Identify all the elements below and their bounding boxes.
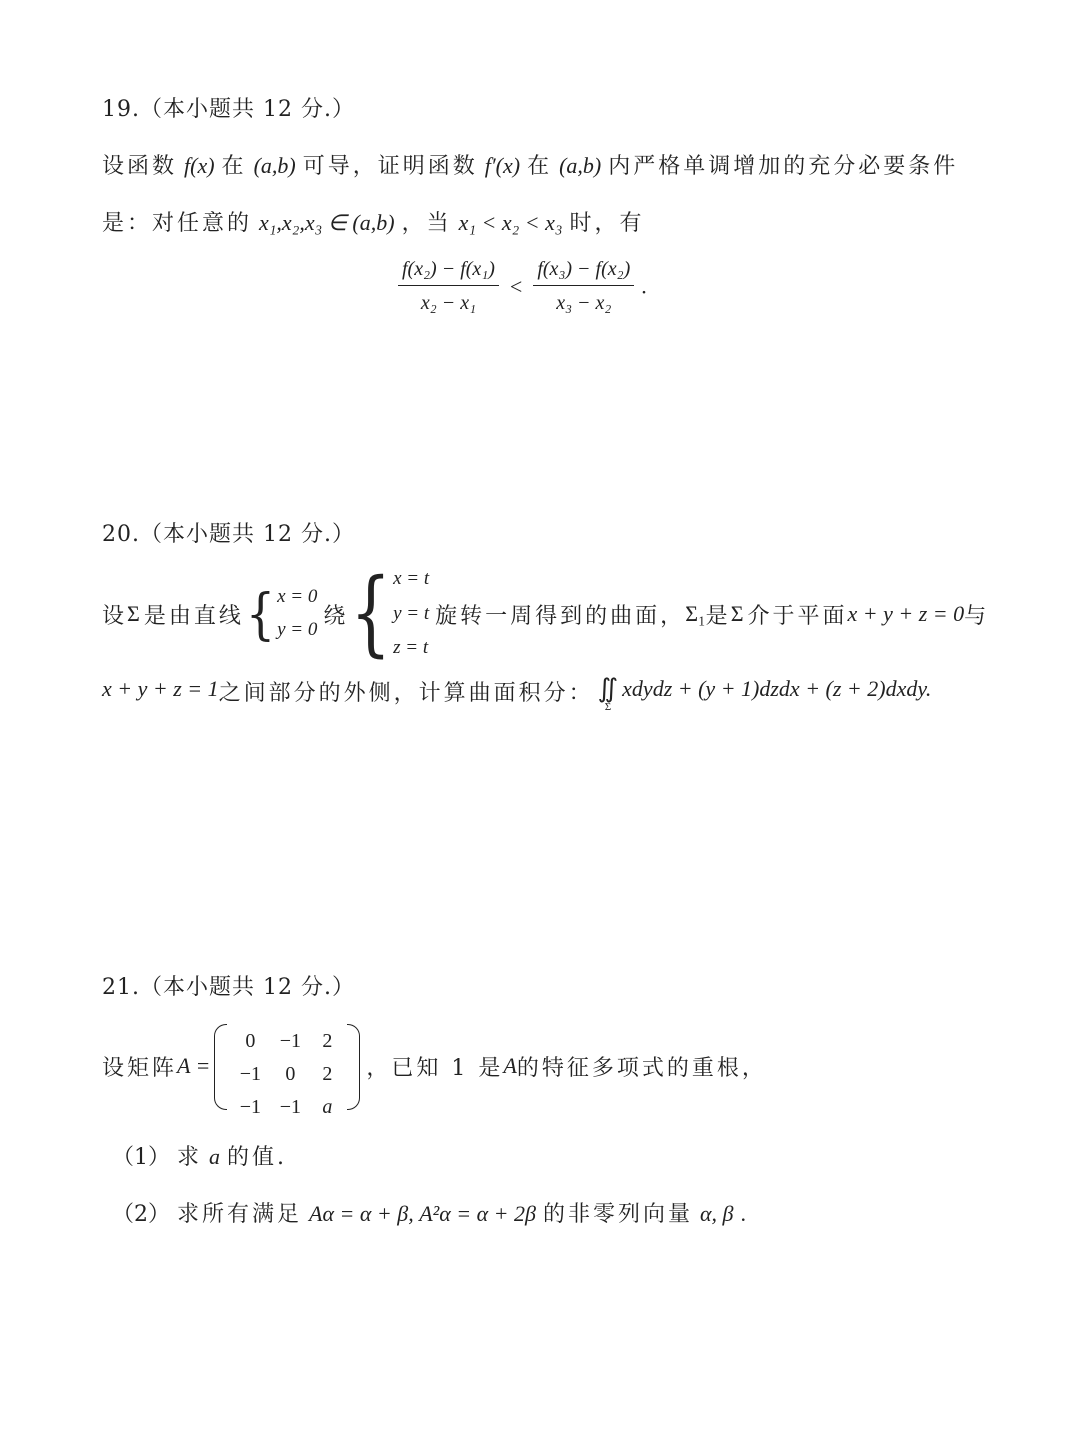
equation: y = t — [393, 602, 430, 624]
equation: x = t — [393, 567, 430, 589]
q19-text: 内严格单调增加的充分必要条件 — [608, 154, 959, 179]
equation: x = 0 — [277, 586, 318, 608]
line-system — [277, 586, 317, 642]
matrix-cell: −1 — [279, 1030, 302, 1052]
fraction-left-numerator: f(x₂) − f(x₁) — [398, 258, 499, 286]
matrix-cell: 2 — [322, 1063, 333, 1085]
q19-math: x₁,x₂,x₃ ∈ (a,b) — [259, 210, 395, 235]
matrix — [214, 1024, 360, 1118]
q21-line1 — [102, 1020, 767, 1118]
fraction-right-numerator: f(x₃) − f(x₂) — [533, 258, 634, 286]
sigma-symbol: Σ — [730, 601, 744, 626]
q20-line1 — [102, 560, 990, 668]
equation: y = 0 — [277, 619, 318, 640]
vector-equations: Aα = α + β, A²α = α + 2β — [309, 1201, 536, 1226]
q19-math: (a,b) — [253, 153, 296, 178]
matrix-cell: −1 — [279, 1096, 302, 1118]
q20-header: 20.（本小题共 12 分.） — [102, 522, 355, 547]
sigma-symbol: Σ — [127, 601, 140, 626]
q19-text: 是：对任意的 — [102, 211, 253, 236]
q19-header: 19.（本小题共 12 分.） — [102, 97, 355, 122]
matrix-cell: 2 — [322, 1030, 333, 1052]
q21-text: 的值. — [227, 1145, 288, 1170]
q20-text: 与 — [964, 603, 990, 629]
q21-text: 的非零列向量 — [542, 1202, 693, 1227]
variable-a: a — [209, 1144, 221, 1169]
fraction-right-denominator: x₃ − x₂ — [556, 292, 612, 314]
q21-text: 的特征多项式的重根， — [516, 1055, 767, 1081]
q20-text: 之间部分的外侧，计算曲面积分： — [218, 681, 594, 706]
fraction-left — [398, 258, 499, 315]
q20-text: 是 — [705, 603, 731, 629]
vector-names: α, β — [700, 1201, 734, 1226]
less-than-sign: < — [509, 273, 523, 299]
q20-line2 — [102, 676, 931, 713]
q19-math: x₁ < x₂ < x₃ — [458, 210, 563, 235]
part-label: （1） — [112, 1145, 170, 1170]
q19-text: 在 — [527, 154, 553, 179]
q19-text: 在 — [221, 154, 247, 179]
matrix-cell: −1 — [239, 1063, 262, 1085]
plane-equation: x + y + z = 1 — [102, 676, 219, 701]
q19-math: f(x) — [184, 153, 215, 178]
q19-inequality — [398, 258, 647, 315]
plane-equation: x + y + z = 0 — [847, 601, 965, 626]
fraction-left-denominator: x₂ − x₁ — [420, 292, 477, 314]
q20-text: 是由直线 — [143, 603, 244, 629]
period: . — [740, 1201, 747, 1226]
q19-line2 — [102, 206, 645, 237]
double-integral-sign: ∬ — [597, 674, 619, 703]
left-paren — [214, 1024, 227, 1110]
q20-text: 旋转一周得到的曲面， — [435, 603, 686, 629]
left-brace-large: { — [350, 560, 392, 668]
q19-math: f′(x) — [484, 153, 521, 178]
equation: z = t — [393, 637, 429, 659]
matrix-cell: 0 — [245, 1030, 256, 1052]
q19-math: (a,b) — [559, 153, 602, 178]
q19-text: ，当 — [401, 211, 452, 236]
integral-subscript: Σ — [604, 701, 612, 713]
q21-part1 — [112, 1140, 287, 1171]
part-label: （2） — [112, 1202, 170, 1227]
q20-text: 介于平面 — [747, 603, 848, 629]
q21-text: 求 — [177, 1145, 203, 1170]
period: . — [641, 273, 647, 299]
matrix-label: A = — [177, 1053, 211, 1078]
surface-integral — [598, 676, 619, 713]
matrix-symbol: A — [503, 1053, 517, 1078]
q19-text: 可导，证明函数 — [302, 154, 478, 179]
q19-text: 设函数 — [102, 154, 178, 179]
matrix-cell: 0 — [285, 1063, 296, 1085]
left-brace-small: { — [245, 581, 276, 647]
q21-part2 — [112, 1197, 746, 1228]
q21-text: 求所有满足 — [177, 1202, 303, 1227]
q21-text: 设矩阵 — [102, 1055, 178, 1081]
q20-text: 绕 — [323, 603, 349, 629]
q21-text: ，已知 1 是 — [366, 1055, 504, 1081]
q20-text: 设 — [102, 603, 128, 629]
integrand: xdydz + (y + 1)dzdx + (z + 2)dxdy. — [622, 676, 932, 701]
q21-header: 21.（本小题共 12 分.） — [102, 975, 355, 1000]
matrix-grid — [230, 1030, 344, 1119]
matrix-cell: −1 — [239, 1096, 262, 1118]
sigma1-symbol: Σ₁ — [685, 601, 706, 626]
right-paren — [347, 1024, 360, 1110]
q19-line1 — [102, 149, 958, 180]
fraction-right — [533, 258, 634, 315]
matrix-cell: a — [322, 1096, 333, 1118]
axis-system — [393, 568, 429, 660]
q19-text: 时，有 — [569, 211, 645, 236]
